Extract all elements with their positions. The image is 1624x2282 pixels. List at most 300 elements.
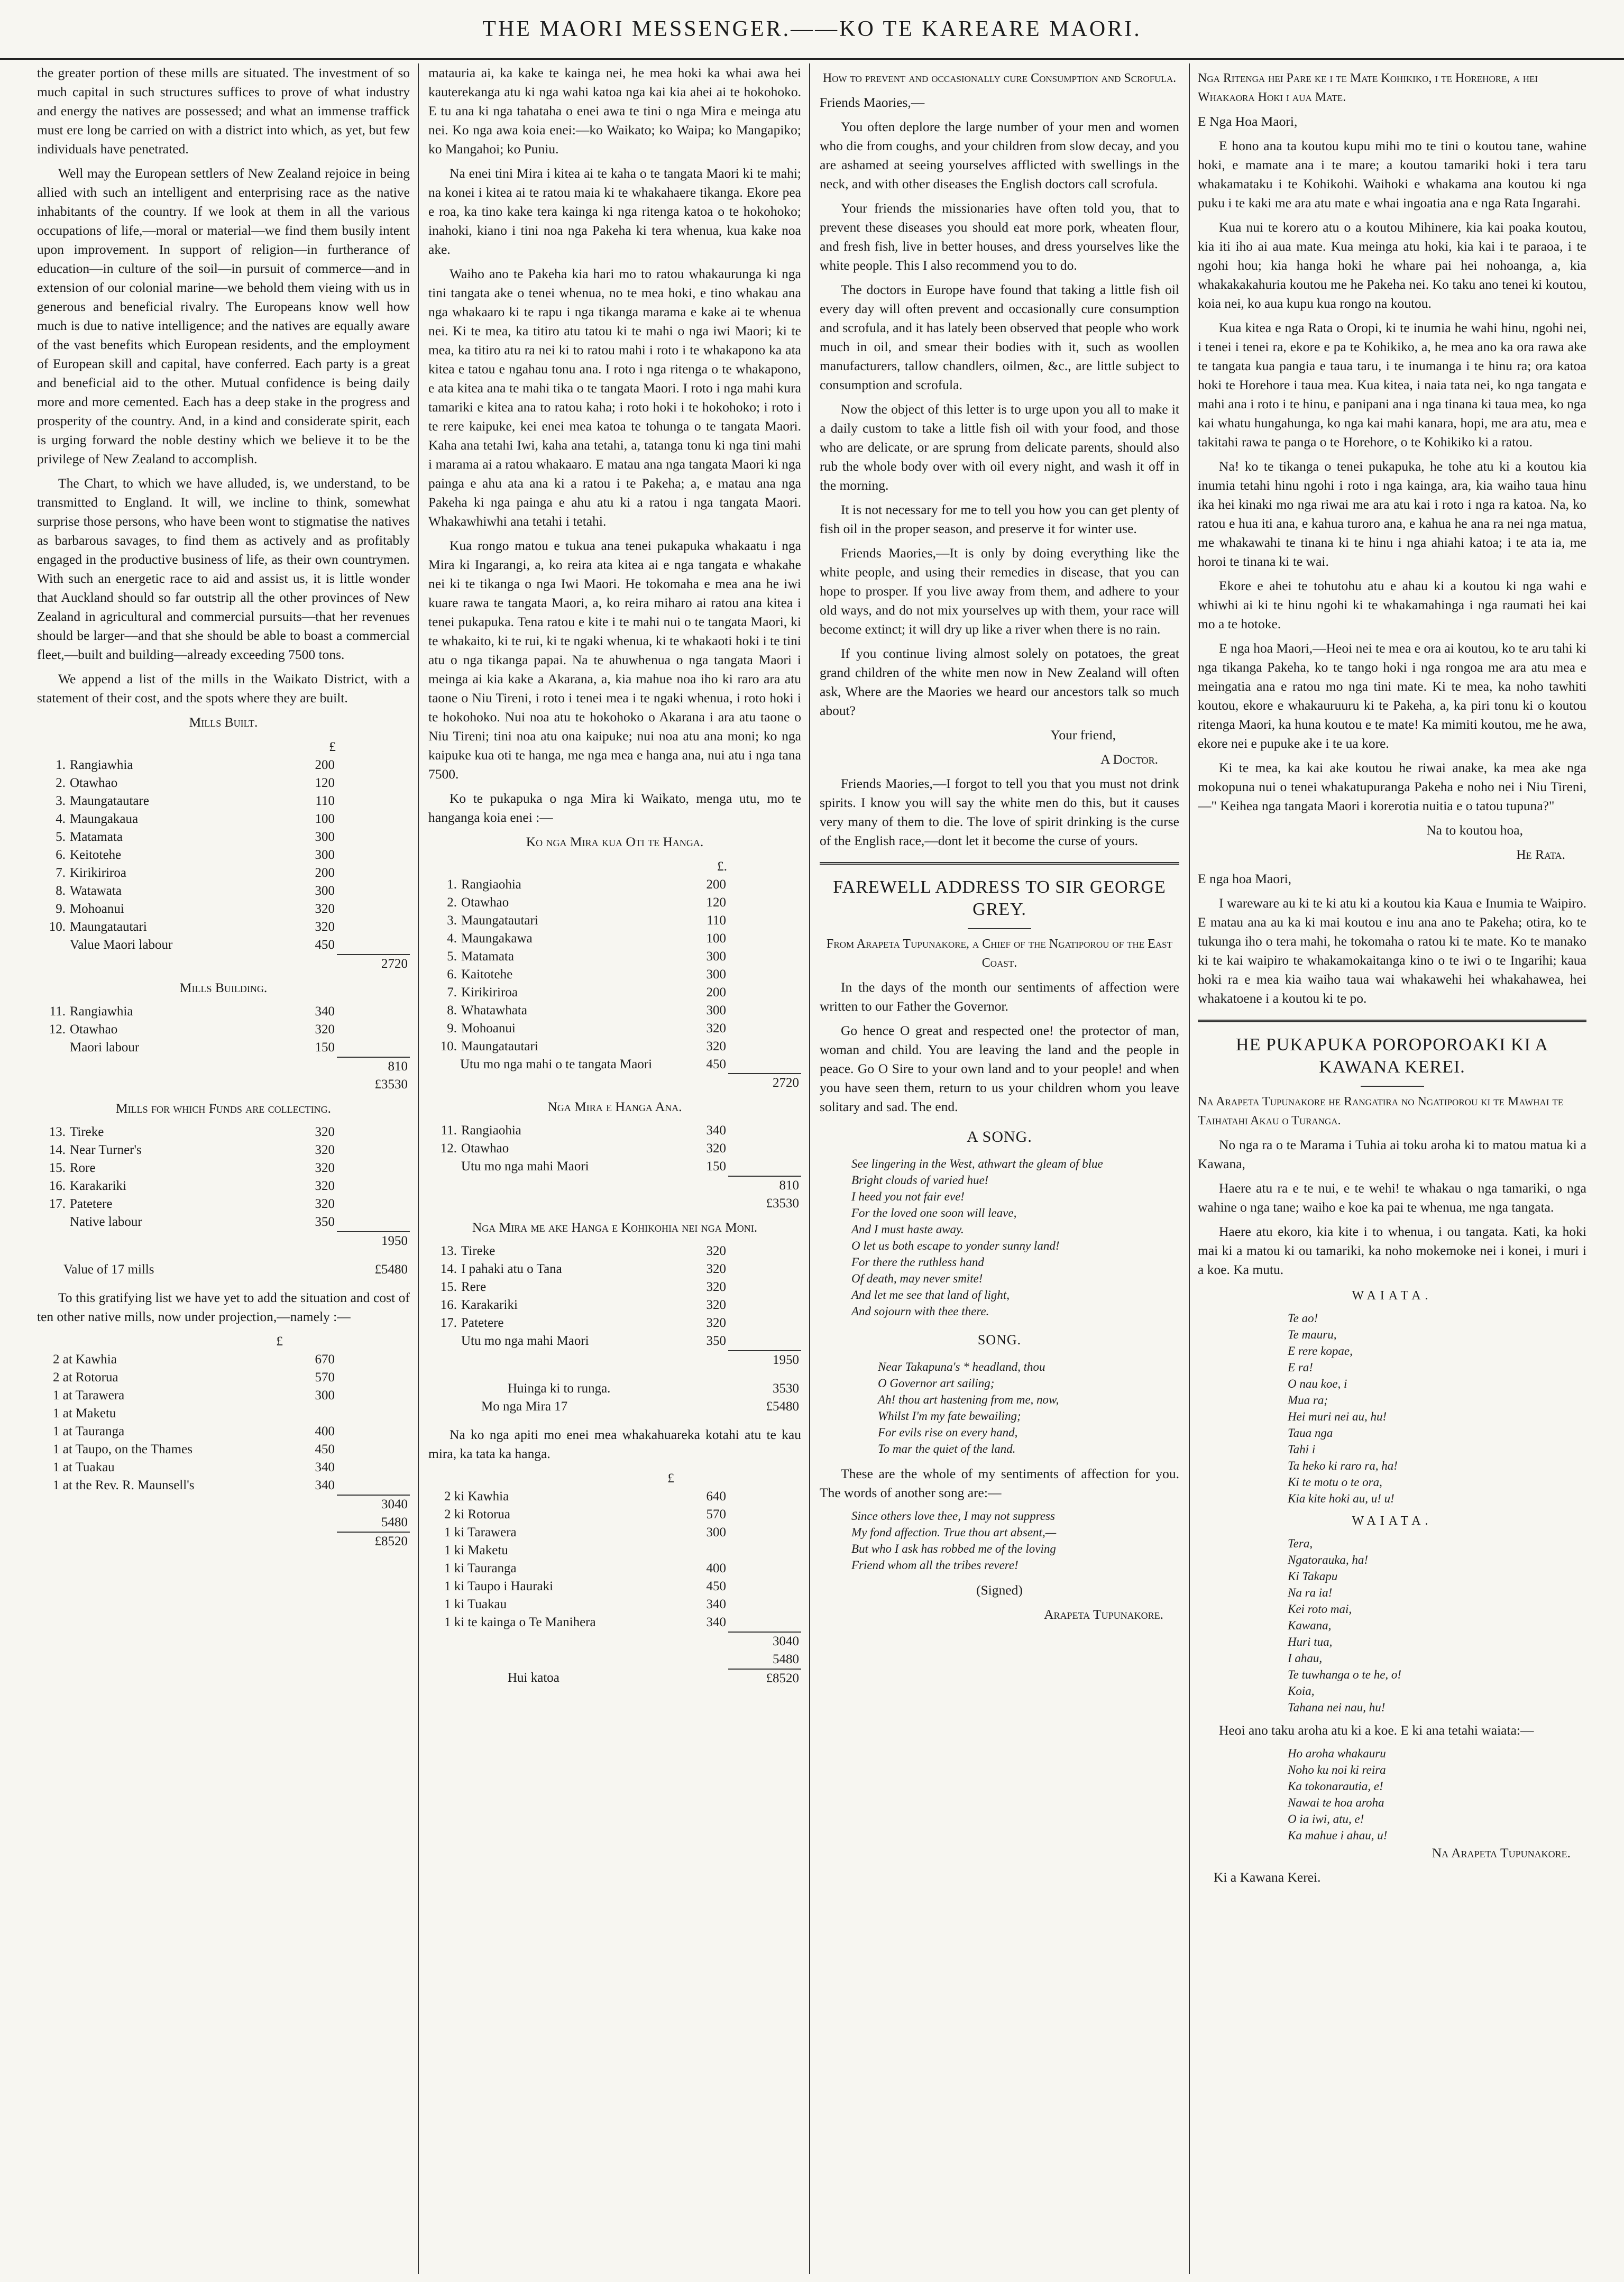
table-heading: Mills Built. — [189, 714, 258, 730]
row-value: 450 — [315, 938, 335, 952]
table-heading: Nga Mira me ake Hanga e Kohikohia nei nga Moni. — [472, 1220, 758, 1235]
poem-line: Ki Takapu — [1288, 1570, 1338, 1583]
poem-line: Huri tua, — [1288, 1635, 1333, 1648]
row-value: 200 — [315, 866, 335, 880]
poem-line: Bright clouds of varied hue! — [851, 1174, 989, 1187]
row-label: 2 ki Rotorua — [444, 1507, 510, 1522]
table-row — [37, 1003, 410, 1021]
article-title: Nga Ritenga hei Pare ke i te Mate Kohikiko, i te Horehore, a hei Whakaora Hoki i aua Mate. — [1198, 71, 1538, 104]
table-row — [428, 1122, 801, 1140]
row-value: 320 — [315, 1161, 335, 1175]
subtotal — [37, 954, 410, 973]
subtotal — [37, 1495, 410, 1551]
poem-line: O Governor art sailing; — [878, 1377, 995, 1390]
mills-building-table — [37, 1003, 410, 1057]
table-row — [428, 1002, 801, 1020]
paragraph: E hono ana ta koutou kupu mihi mo te tini o koutou tane, wahine hoki, e mamate ana i te mare; a koutou tamariki hoki i tera taru whakamataku i te Kohikohi. Waihoki e whakama ana koutou ki nga puku i te kaki me ara atu mate e whai ingoatia ana e nga Rata Ingarahi. — [1198, 138, 1586, 210]
row-label: Kirikiriroa — [70, 866, 126, 880]
row-value: 320 — [706, 1262, 726, 1276]
row-value: 320 — [315, 1197, 335, 1211]
paragraph: Kua kitea e nga Rata o Oropi, ki te inumia he wahi hinu, ngohi nei, i tenei i tenei ra, ekore e pa te Kohikiko, a, he mea ano ka ora rawa ake te tangata kua pangia e taua taru, i te inumanga i te hinu ra; ora katoa hoki te Horehore i taua mea. Kua kitea, i naia tata nei, ko nga tangata e mahi ana i roto i te hinu, e panipani ana i nga tinana ki taua mea, ko nga kai whatu hungahunga, ko nga kai mahi kanara, hopi, me ara atu, mea e takitahi rawa te panga o te Horehore, o te Kohikiko ki a ratou. — [1198, 320, 1586, 450]
row-label: Karakariki — [461, 1298, 518, 1312]
row-value — [269, 1405, 337, 1423]
song-title: SONG. — [977, 1332, 1022, 1348]
row-label: 1 ki Maketu — [444, 1543, 508, 1557]
total-label: Hui katoa — [508, 1671, 559, 1685]
row-value: 300 — [706, 949, 726, 964]
poem-line: Since others love thee, I may not suppress — [851, 1509, 1055, 1523]
subtotal-value: 3040 — [728, 1632, 801, 1651]
paragraph: If you continue living almost solely on potatoes, the great grand children of the white men now in New Zealand will often ask, Where are the Maories we heard our ancestors talk so much about? — [820, 646, 1179, 718]
subtotal-value: 5480 — [773, 1652, 799, 1666]
row-number: 11. — [49, 1004, 66, 1019]
row-label: 1 at the Rev. R. Maunsell's — [53, 1478, 195, 1492]
row-value: 340 — [315, 1004, 335, 1019]
row-number: 8. — [56, 884, 66, 898]
row-label: 2 at Kawhia — [53, 1352, 117, 1367]
row-number: 4. — [447, 931, 457, 946]
poem-line: Tera, — [1288, 1537, 1313, 1550]
row-value: 670 — [315, 1352, 335, 1367]
row-label: 2 ki Kawhia — [444, 1489, 509, 1504]
row-value: 350 — [706, 1334, 726, 1348]
poem-line: O nau koe, i — [1288, 1377, 1347, 1390]
paragraph: Ekore e ahei te tohutohu atu e ahau ki a koutou ki nga wahi e whiwhi ai ki te hinu ngohi ki te whakamahinga i nga raumati hei kai mo a te hotoke. — [1198, 578, 1586, 631]
paragraph: Go hence O great and respected one! the protector of man, woman and child. You are leaving the land and the people in peace. Go O Sire to your own land and to your people! and when you have seen them, return to us your children whom you leave solitary and sad. The end. — [820, 1023, 1179, 1114]
row-value: 150 — [315, 1040, 335, 1055]
poem-line: Whilst I'm my fate bewailing; — [878, 1409, 1021, 1423]
mills-built-table — [428, 876, 801, 1056]
table-row — [428, 1278, 801, 1296]
subtotal — [428, 1350, 801, 1416]
row-value: 400 — [315, 1424, 335, 1438]
table-heading: Mills for which Funds are collecting. — [115, 1101, 332, 1116]
row-number: 15. — [440, 1280, 457, 1294]
row-number: 1. — [447, 877, 457, 892]
row-number: 1. — [56, 758, 66, 772]
currency-label: £. — [717, 858, 727, 874]
table-row — [37, 1387, 410, 1405]
table-row — [428, 1242, 801, 1260]
table-row — [37, 1477, 410, 1495]
poem-line: E ra! — [1288, 1361, 1313, 1374]
addressee: Ki a Kawana Kerei. — [1214, 1869, 1321, 1885]
article-title: FAREWELL ADDRESS TO SIR GEORGE GREY. — [833, 877, 1166, 919]
table-row — [37, 936, 410, 954]
column-english-letters — [820, 63, 1179, 2274]
row-label: Utu mo nga mahi Maori — [461, 1334, 589, 1348]
table-row — [428, 876, 801, 894]
poem-line: For there the ruthless hand — [851, 1255, 984, 1269]
row-label: Tireke — [70, 1125, 104, 1139]
poem-line: For the loved one soon will leave, — [851, 1206, 1017, 1220]
row-label: Value Maori labour — [70, 938, 173, 952]
row-number: 7. — [56, 866, 66, 880]
poem-line: Kawana, — [1288, 1619, 1332, 1632]
poem-line: Mua ra; — [1288, 1394, 1328, 1407]
table-row — [428, 1020, 801, 1038]
subtotal — [37, 1231, 410, 1279]
masthead: THE MAORI MESSENGER.——KO TE KAREARE MAORI. — [0, 0, 1624, 60]
row-label: 1 ki Tauranga — [444, 1561, 517, 1575]
row-value: 200 — [706, 985, 726, 1000]
paragraph: In the days of the month our sentiments of affection were written to our Father the Governor. — [820, 979, 1179, 1014]
row-label: Karakariki — [70, 1179, 126, 1193]
paragraph: The doctors in Europe have found that taking a little fish oil every day will often prevent and occasionally cure consumption and scrofula, and it has lately been observed that people who work much in oil, and smear their bodies with it, such as woollen manufacturers, tallow chandlers, oilmen, &c., are little subject to consumption and scrofula. — [820, 282, 1179, 392]
paragraph: It is not necessary for me to tell you how you can get plenty of fish oil in the proper season, and preserve it for winter use. — [820, 502, 1179, 536]
table-row — [37, 1213, 410, 1231]
row-label: Maori labour — [70, 1040, 140, 1055]
table-row — [428, 984, 801, 1002]
row-value: 300 — [706, 1003, 726, 1018]
currency-label: £ — [276, 1333, 283, 1349]
currency-label: £ — [667, 1470, 674, 1486]
poem-line: For evils rise on every hand, — [878, 1426, 1018, 1439]
row-number: 15. — [49, 1161, 66, 1175]
row-number: 17. — [49, 1197, 66, 1211]
poem-line: Of death, may never smite! — [851, 1272, 983, 1285]
row-value: 150 — [706, 1159, 726, 1174]
row-value: 110 — [315, 794, 335, 808]
divider — [820, 862, 1179, 865]
row-value — [660, 1542, 728, 1560]
table-row — [428, 1332, 801, 1350]
poem-line: E rere kopae, — [1288, 1344, 1353, 1358]
poem — [1288, 1310, 1586, 1507]
grand-total: £8520 — [728, 1669, 801, 1688]
paragraph: Haere atu ekoro, kia kite i to whenua, i ou tangata. Kati, ka hoki mai ki a matou ki ou tamariki, ka noho mokemoke nei i konei, i muri i a koe. Ka mutu. — [1198, 1224, 1586, 1277]
poem-line: Taua nga — [1288, 1426, 1333, 1440]
paragraph: Well may the European settlers of New Zealand rejoice in being allied with such an intelligent and enterprising race as the native inhabitants of the country. If we look at them in all the various occupations of life,—moral or material—we find them busily intent upon improvement. In support of religion—in furtherance of education—in culture of the soil—in pursuit of commerce—and in extension of our colonial marine—we behold them vieing with us in generous and beneficial rivalry. The Europeans know well how much is due to native intelligence; and the natives are equally aware of the vast benefits which European residents, and the employment of European skill and capital, have conferred. Each party is a great and beneficial aid to the other. Mutual confidence is being daily more and more cemented. Each has a deep stake in the progress and prosperity of the country. And, in a kind and considerate spirit, each is urging forward the noble destiny which we believe it to be the privilege of New Zealand to accomplish. — [37, 166, 410, 466]
row-label: Kirikiriroa — [461, 985, 518, 1000]
total-value: £5480 — [374, 1262, 408, 1277]
row-label: Keitotehe — [70, 848, 122, 862]
poem-line: To mar the quiet of the land. — [878, 1442, 1016, 1455]
row-label: 1 ki Tuakau — [444, 1597, 507, 1611]
poem-line: Ka mahue i ahau, u! — [1288, 1829, 1388, 1842]
poem-line: Ki te motu o te ora, — [1288, 1475, 1382, 1489]
subtotal-value: 1950 — [337, 1232, 410, 1250]
table-row — [37, 864, 410, 882]
row-label: Rangiawhia — [70, 758, 133, 772]
row-label: Utu mo nga mahi o te tangata Maori — [460, 1057, 653, 1071]
row-number: 13. — [49, 1125, 66, 1139]
row-number: 7. — [447, 985, 457, 1000]
row-value: 300 — [706, 967, 726, 982]
table-row — [37, 1423, 410, 1441]
row-value: 120 — [315, 776, 335, 790]
poem-line: Noho ku noi ki reira — [1288, 1763, 1386, 1776]
row-value: 120 — [706, 895, 726, 910]
row-value: 100 — [706, 931, 726, 946]
row-label: Near Turner's — [70, 1143, 142, 1157]
paragraph: Friends Maories,—It is only by doing everything like the white people, and using their remedies in disease, that you can hope to prosper. If you live away from them, and adhere to your old ways, and do not mix yourselves up with them, your race will become extinct; it will dry up like a river when there is no rain. — [820, 545, 1179, 637]
paragraph: Your friends the missionaries have often told you, that to prevent these diseases you should eat more pork, wheaten flour, and fresh fish, live in better houses, and dress yourselves like the white people. This I also recommend you to do. — [820, 200, 1179, 273]
row-value: 200 — [706, 877, 726, 892]
row-number: 3. — [447, 913, 457, 928]
column-rule — [1189, 63, 1190, 2274]
row-number — [428, 1332, 459, 1350]
mills-funds-table — [428, 1242, 801, 1350]
paragraph: E nga hoa Maori,—Heoi nei te mea e ora ai koutou, ko te aru tahi ki nga tikanga Pakeha, ko te tango hoki i nga rongoa me ara atu mea e meingatia ana e ratou mo nga tini mate. Ki te mea, ka noho tawhiti koutou, ekore e whakauruuru ki te Pakeha, a, ka piri tonu ki o koutou ritenga Maori, ka huna koutou e te mate! Ka mimiti koutou, me he awa, ekore nei e pupuke ake i te ua kore. — [1198, 640, 1586, 751]
row-value: 570 — [706, 1507, 726, 1522]
row-value: 450 — [706, 1579, 726, 1593]
poem-line: Te tuwhanga o te he, o! — [1288, 1668, 1402, 1681]
row-label: Rere — [461, 1280, 487, 1294]
table-row — [37, 1459, 410, 1477]
table-row — [428, 1314, 801, 1332]
table-row — [37, 1123, 410, 1141]
poem — [851, 1156, 1179, 1319]
row-label: Kaitotehe — [461, 967, 513, 982]
poem-line: Ngatorauka, ha! — [1288, 1553, 1369, 1566]
poem-line: Tahi i — [1288, 1443, 1316, 1456]
table-row — [428, 1260, 801, 1278]
paragraph: Now the object of this letter is to urge upon you all to make it a daily custom to take a little fish oil with your food, and those who are delicate, or are sprung from delicate parents, should also rub the whole body over with oil every night, and wash it off in the morning. — [820, 401, 1179, 493]
divider — [1361, 1086, 1424, 1087]
column-maori-mills — [428, 63, 801, 2274]
table-row — [37, 1159, 410, 1177]
poem-line: My fond affection. True thou art absent,— — [851, 1526, 1057, 1539]
row-number: 4. — [56, 812, 66, 826]
row-value: 320 — [315, 1022, 335, 1037]
row-number: 12. — [440, 1141, 457, 1156]
row-number: 6. — [56, 848, 66, 862]
total-value: 3530 — [773, 1381, 799, 1396]
row-label: Rangiaohia — [461, 877, 521, 892]
row-value: 320 — [315, 1125, 335, 1139]
row-value: 320 — [706, 1021, 726, 1035]
table-row — [428, 1614, 801, 1632]
article-title: HE PUKAPUKA POROPOROAKI KI A KAWANA KEREI. — [1236, 1035, 1548, 1077]
salutation: Friends Maories,— — [820, 95, 925, 110]
byline: From Arapeta Tupunakore, a Chief of the Ngatiporou of the East Coast. — [827, 937, 1172, 970]
running-total: £3530 — [374, 1077, 408, 1092]
subtotal — [428, 1632, 801, 1688]
paragraph: matauria ai, ka kake te kainga nei, he mea hoki ka whai awa hei kauterekanga atu ki nga wahi katoa nga kai kia ahei ai te hokohoko. E tu ana ki nga tahataha o enei awa te tini o nga Mira e meinga atu nei. Ko nga awa koia enei:—ko Waikato; ko Waipa; ko Mangapiko; ko Mangahoi; ko Puniu. — [428, 65, 801, 157]
row-value: 320 — [315, 1143, 335, 1157]
row-value: 300 — [315, 884, 335, 898]
table-row — [37, 828, 410, 846]
signature: He Rata. — [1516, 847, 1565, 862]
row-number: 9. — [447, 1021, 457, 1035]
row-label: Matamata — [70, 830, 123, 844]
row-value: 340 — [706, 1597, 726, 1611]
poem-line: Te ao! — [1288, 1312, 1318, 1325]
table-heading: Ko nga Mira kua Oti te Hanga. — [526, 834, 704, 849]
table-row — [37, 1351, 410, 1369]
signature: Na Arapeta Tupunakore. — [1432, 1845, 1571, 1861]
table-row — [37, 1141, 410, 1159]
mills-funds-table — [37, 1123, 410, 1231]
row-value: 340 — [706, 1123, 726, 1138]
paragraph: Na enei tini Mira i kitea ai te kaha o te tangata Maori ki te mahi; na konei i kitea ai te ratou maia ki te whakahaere tikanga. Ekore pea e roa, ka tino kake tera kainga ki nga ritenga katoa o te hokohoko; inahoki, kiano i tini noa nga Pakeha ki tera whenua, kua kake noa ake. — [428, 166, 801, 257]
row-label: Whatawhata — [461, 1003, 527, 1018]
row-value: 570 — [315, 1370, 335, 1385]
poem-line: See lingering in the West, athwart the gleam of blue — [851, 1157, 1103, 1170]
subtotal-value: 2720 — [728, 1074, 801, 1092]
table-row — [428, 1560, 801, 1578]
poem-line: Friend whom all the tribes revere! — [851, 1559, 1019, 1572]
row-value: 320 — [706, 1280, 726, 1294]
row-value: 300 — [315, 848, 335, 862]
closing: Na to koutou hoa, — [1426, 822, 1523, 838]
poem — [851, 1508, 1179, 1573]
byline: Na Arapeta Tupunakore he Rangatira no Ngatiporou ki te Mawhai te Taihatahi Akau o Turanga. — [1198, 1095, 1564, 1128]
row-label: Patetere — [70, 1197, 113, 1211]
row-number: 13. — [440, 1244, 457, 1258]
row-number — [37, 936, 68, 954]
row-value: 350 — [315, 1215, 335, 1229]
table-row — [37, 1039, 410, 1057]
table-heading: Mills Building. — [179, 980, 268, 995]
table-row — [428, 1524, 801, 1542]
subtotal-value: 810 — [337, 1057, 410, 1076]
row-value: 320 — [315, 902, 335, 916]
row-number: 2. — [447, 895, 457, 910]
subtotal-value: 1950 — [728, 1351, 801, 1369]
song-title: A SONG. — [967, 1128, 1032, 1145]
row-value: 300 — [315, 1388, 335, 1403]
currency-label: £ — [329, 739, 336, 754]
row-number: 6. — [447, 967, 457, 982]
row-label: Rore — [70, 1161, 96, 1175]
row-number: 2. — [56, 776, 66, 790]
table-row — [428, 1158, 801, 1176]
paragraph: Na ko nga apiti mo enei mea whakahuareka kotahi atu te kau mira, ka tata ka hanga. — [428, 1427, 801, 1461]
divider — [968, 928, 1031, 929]
paragraph: To this gratifying list we have yet to add the situation and cost of ten other native mills, now under projection,—namely :— — [37, 1290, 410, 1324]
row-value: 200 — [315, 758, 335, 772]
row-number — [37, 1039, 68, 1057]
row-label: 1 at Taupo, on the Thames — [53, 1442, 192, 1456]
row-label: Otawhao — [461, 1141, 509, 1156]
row-label: 1 ki Taupo i Hauraki — [444, 1579, 554, 1593]
row-label: Maungakaua — [70, 812, 139, 826]
paragraph: Waiho ano te Pakeha kia hari mo to ratou whakaurunga ki nga tini tangata ake o tenei whenua, no te mea hoki, e tino whakau ana nga whakaaro ki te rapu i nga tikanga marama e kake ai te whenua nei. Ki te mea, ka titiro atu tatou ki te mahi o nga iwi Maori; ki te mea, ka titiro atu ra nei ki to ratou mahi i roto i te whakapono ka ata kitea e tatou e ngahau tonu ana. I roto i nga ritenga o te whakapono, e ata kitea ana te mahi tika o te tangata Maori. I roto i nga mahi kura tamariki e kitea ana to ratou kaha; i roto hoki i te hokohoko; i roto i te rere kaipuke, kei enei mea katoa te tohunga o te tangata Maori. Kaha ana tetahi Iwi, kaha ana tetahi, a, tatanga tonu ki nga tini mahi i marama ai a ratou whakaaro. E matau ana nga tangata Maori ki nga painga e ahu ata ana ki a ratou i te Pakeha; a, e matau ana nga Pakeha ki nga painga e ahu atu ki a ratou i nga tangata Maori. Whakawhiwhi ana tetahi i tetahi. — [428, 266, 801, 529]
row-label: Tireke — [461, 1244, 496, 1258]
poem-line: And let me see that land of light, — [851, 1288, 1010, 1302]
column-english-mills — [37, 63, 410, 2274]
signature: A Doctor. — [1100, 751, 1158, 767]
row-number — [428, 1158, 459, 1176]
row-value: 110 — [707, 913, 726, 928]
closing: Your friend, — [1050, 727, 1116, 743]
row-label: Matamata — [461, 949, 514, 964]
poem-line: Ka tokonarautia, e! — [1288, 1780, 1383, 1793]
table-row — [428, 1296, 801, 1314]
poem-line: Te mauru, — [1288, 1328, 1337, 1341]
table-row — [37, 1021, 410, 1039]
paragraph: Friends Maories,—I forgot to tell you that you must not drink spirits. I know you will say the white men do this, but it causes very many of them to die. The love of spirit drinking is the curse of the English race,—dont let it become the curse of yours. — [820, 776, 1179, 848]
row-value: 320 — [315, 1179, 335, 1193]
poem-line: Ta heko ki raro ra, ha! — [1288, 1459, 1398, 1472]
row-label: 1 at Tarawera — [53, 1388, 125, 1403]
row-number: 16. — [49, 1179, 66, 1193]
row-value: 320 — [706, 1298, 726, 1312]
subtotal-value: 810 — [728, 1176, 801, 1195]
row-value: 300 — [706, 1525, 726, 1539]
paragraph: I wareware au ki te ki atu ki a koutou kia Kaua e Inumia te Waipiro. E matau ana au ka ki mai koutou e inu ana ano te Pakeha; otira, ko te tukunga iho o tera mahi, he tokomaha o ratou ki te mate. Ko te manako ki te kai waipiro te whakamokaitanga kino o te iwi o te Ingarihi; kaua hoki ra e mea kia waiho taua wai whakawehi hei whakahawea, hei whakatoene i a koutou ki te po. — [1198, 895, 1586, 1006]
paragraph: You often deplore the large number of your men and women who die from coughs, and your children from slow decay, and you are ashamed at seeing yourselves afflicted with swellings in the neck, and with other diseases the English doctors call scrofula. — [820, 119, 1179, 191]
row-value: 400 — [706, 1561, 726, 1575]
row-value: 340 — [706, 1615, 726, 1629]
poem — [1288, 1745, 1586, 1844]
row-label: Maungakawa — [461, 931, 533, 946]
total-value: £5480 — [766, 1399, 799, 1414]
row-label: Maungatautari — [70, 920, 147, 934]
article-title: How to prevent and occasionally cure Consumption and Scrofula. — [822, 71, 1177, 85]
row-value: 450 — [315, 1442, 335, 1456]
row-label: Maungatautari — [461, 913, 538, 928]
paragraph: No nga ra o te Marama i Tuhia ai toku aroha ki to matou matua ki a Kawana, — [1198, 1137, 1586, 1171]
total-label: Mo nga Mira 17 — [481, 1399, 568, 1414]
table-row — [37, 810, 410, 828]
paragraph: Ki te mea, ka kai ake koutou he riwai anake, ka mea ake nga mokopuna nui o tenei whakatupuranga Pakeha e noho nei i Niu Tireni,—" Keihea nga tangata Maori i korerotia nuitia e o tatou tupuna?" — [1198, 760, 1586, 813]
poem — [1288, 1535, 1586, 1716]
table-row — [37, 918, 410, 936]
row-number: 9. — [56, 902, 66, 916]
row-value: 300 — [315, 830, 335, 844]
poem-line: Koia, — [1288, 1684, 1315, 1698]
subtotal-value: 3040 — [337, 1495, 410, 1514]
table-row — [428, 1038, 801, 1056]
song-title: WAIATA. — [1352, 1289, 1433, 1303]
row-label: Utu mo nga mahi Maori — [461, 1159, 589, 1174]
row-label: 1 at Tauranga — [53, 1424, 125, 1438]
mills-contemplated-table — [428, 1488, 801, 1632]
paragraph: Haere atu ra e te nui, e te wehi! te whakau o nga tamariki, o nga wahine o nga tane; waiho e koe ka pai te whenua, me nga tangata. — [1198, 1180, 1586, 1215]
table-row — [428, 1596, 801, 1614]
table-row — [37, 900, 410, 918]
subtotal — [428, 1056, 801, 1092]
paragraph: The Chart, to which we have alluded, is, we understand, to be transmitted to England. It will, we incline to think, somewhat surprise those persons, who have been wont to stigmatise the natives as barbarous savages, to find them as actively and as profitably engaged in the productive business of life, as their own countrymen. With such an energetic race to aid and assist us, it is little wonder that Auckland should so far outstrip all the other provinces of New Zealand in agricultural and commercial pursuits—that her revenues should be larger—and that she should be able to boast a commercial fleet,—built and building—already exceeding 7500 tons. — [37, 475, 410, 662]
row-label: Otawhao — [70, 776, 118, 790]
row-label: Otawhao — [70, 1022, 118, 1037]
table-heading: Nga Mira e Hanga Ana. — [547, 1099, 682, 1114]
salutation: E Nga Hoa Maori, — [1198, 114, 1298, 129]
running-total: £3530 — [766, 1196, 799, 1211]
row-number: 10. — [49, 920, 66, 934]
row-label: Mohoanui — [461, 1021, 516, 1035]
row-label: Maungatautari — [461, 1039, 538, 1053]
row-label: Maungatautare — [70, 794, 149, 808]
divider — [1198, 1020, 1586, 1022]
column-maori-letters — [1198, 63, 1586, 2274]
row-number: 17. — [440, 1316, 457, 1330]
signed-label: (Signed) — [976, 1582, 1023, 1598]
poem-line: And I must haste away. — [851, 1223, 964, 1236]
row-number: 11. — [441, 1123, 457, 1138]
subtotal — [428, 1176, 801, 1213]
table-row — [37, 1405, 410, 1423]
poem-line: O let us both escape to yonder sunny land! — [851, 1239, 1060, 1252]
poem-line: I heed you not fair eve! — [851, 1190, 965, 1203]
row-number: 12. — [49, 1022, 66, 1037]
paragraph: Kua nui te korero atu o a koutou Mihinere, kia kai poaka koutou, kia iti iho ai aua mate. Kua meinga atu hoki, kia kai i te paraoa, i te ngohi hou; kia hanga hoki he whare pai hei nohoanga, a, kia whakakakahuria koutou me he Pakeha nei. Ko taku ano tenei ki koutou, koia nei, ko aua kupu kua rongo na koutou. — [1198, 219, 1586, 311]
poem-line: Na ra ia! — [1288, 1586, 1333, 1599]
poem — [878, 1359, 1179, 1457]
row-label: Mohoanui — [70, 902, 124, 916]
subtotal — [37, 1057, 410, 1094]
column-rule — [418, 63, 419, 2274]
table-row — [37, 792, 410, 810]
row-number: 5. — [447, 949, 457, 964]
row-label: Otawhao — [461, 895, 509, 910]
mills-building-table — [428, 1122, 801, 1176]
row-value: 340 — [315, 1478, 335, 1492]
row-label: Native labour — [70, 1215, 142, 1229]
